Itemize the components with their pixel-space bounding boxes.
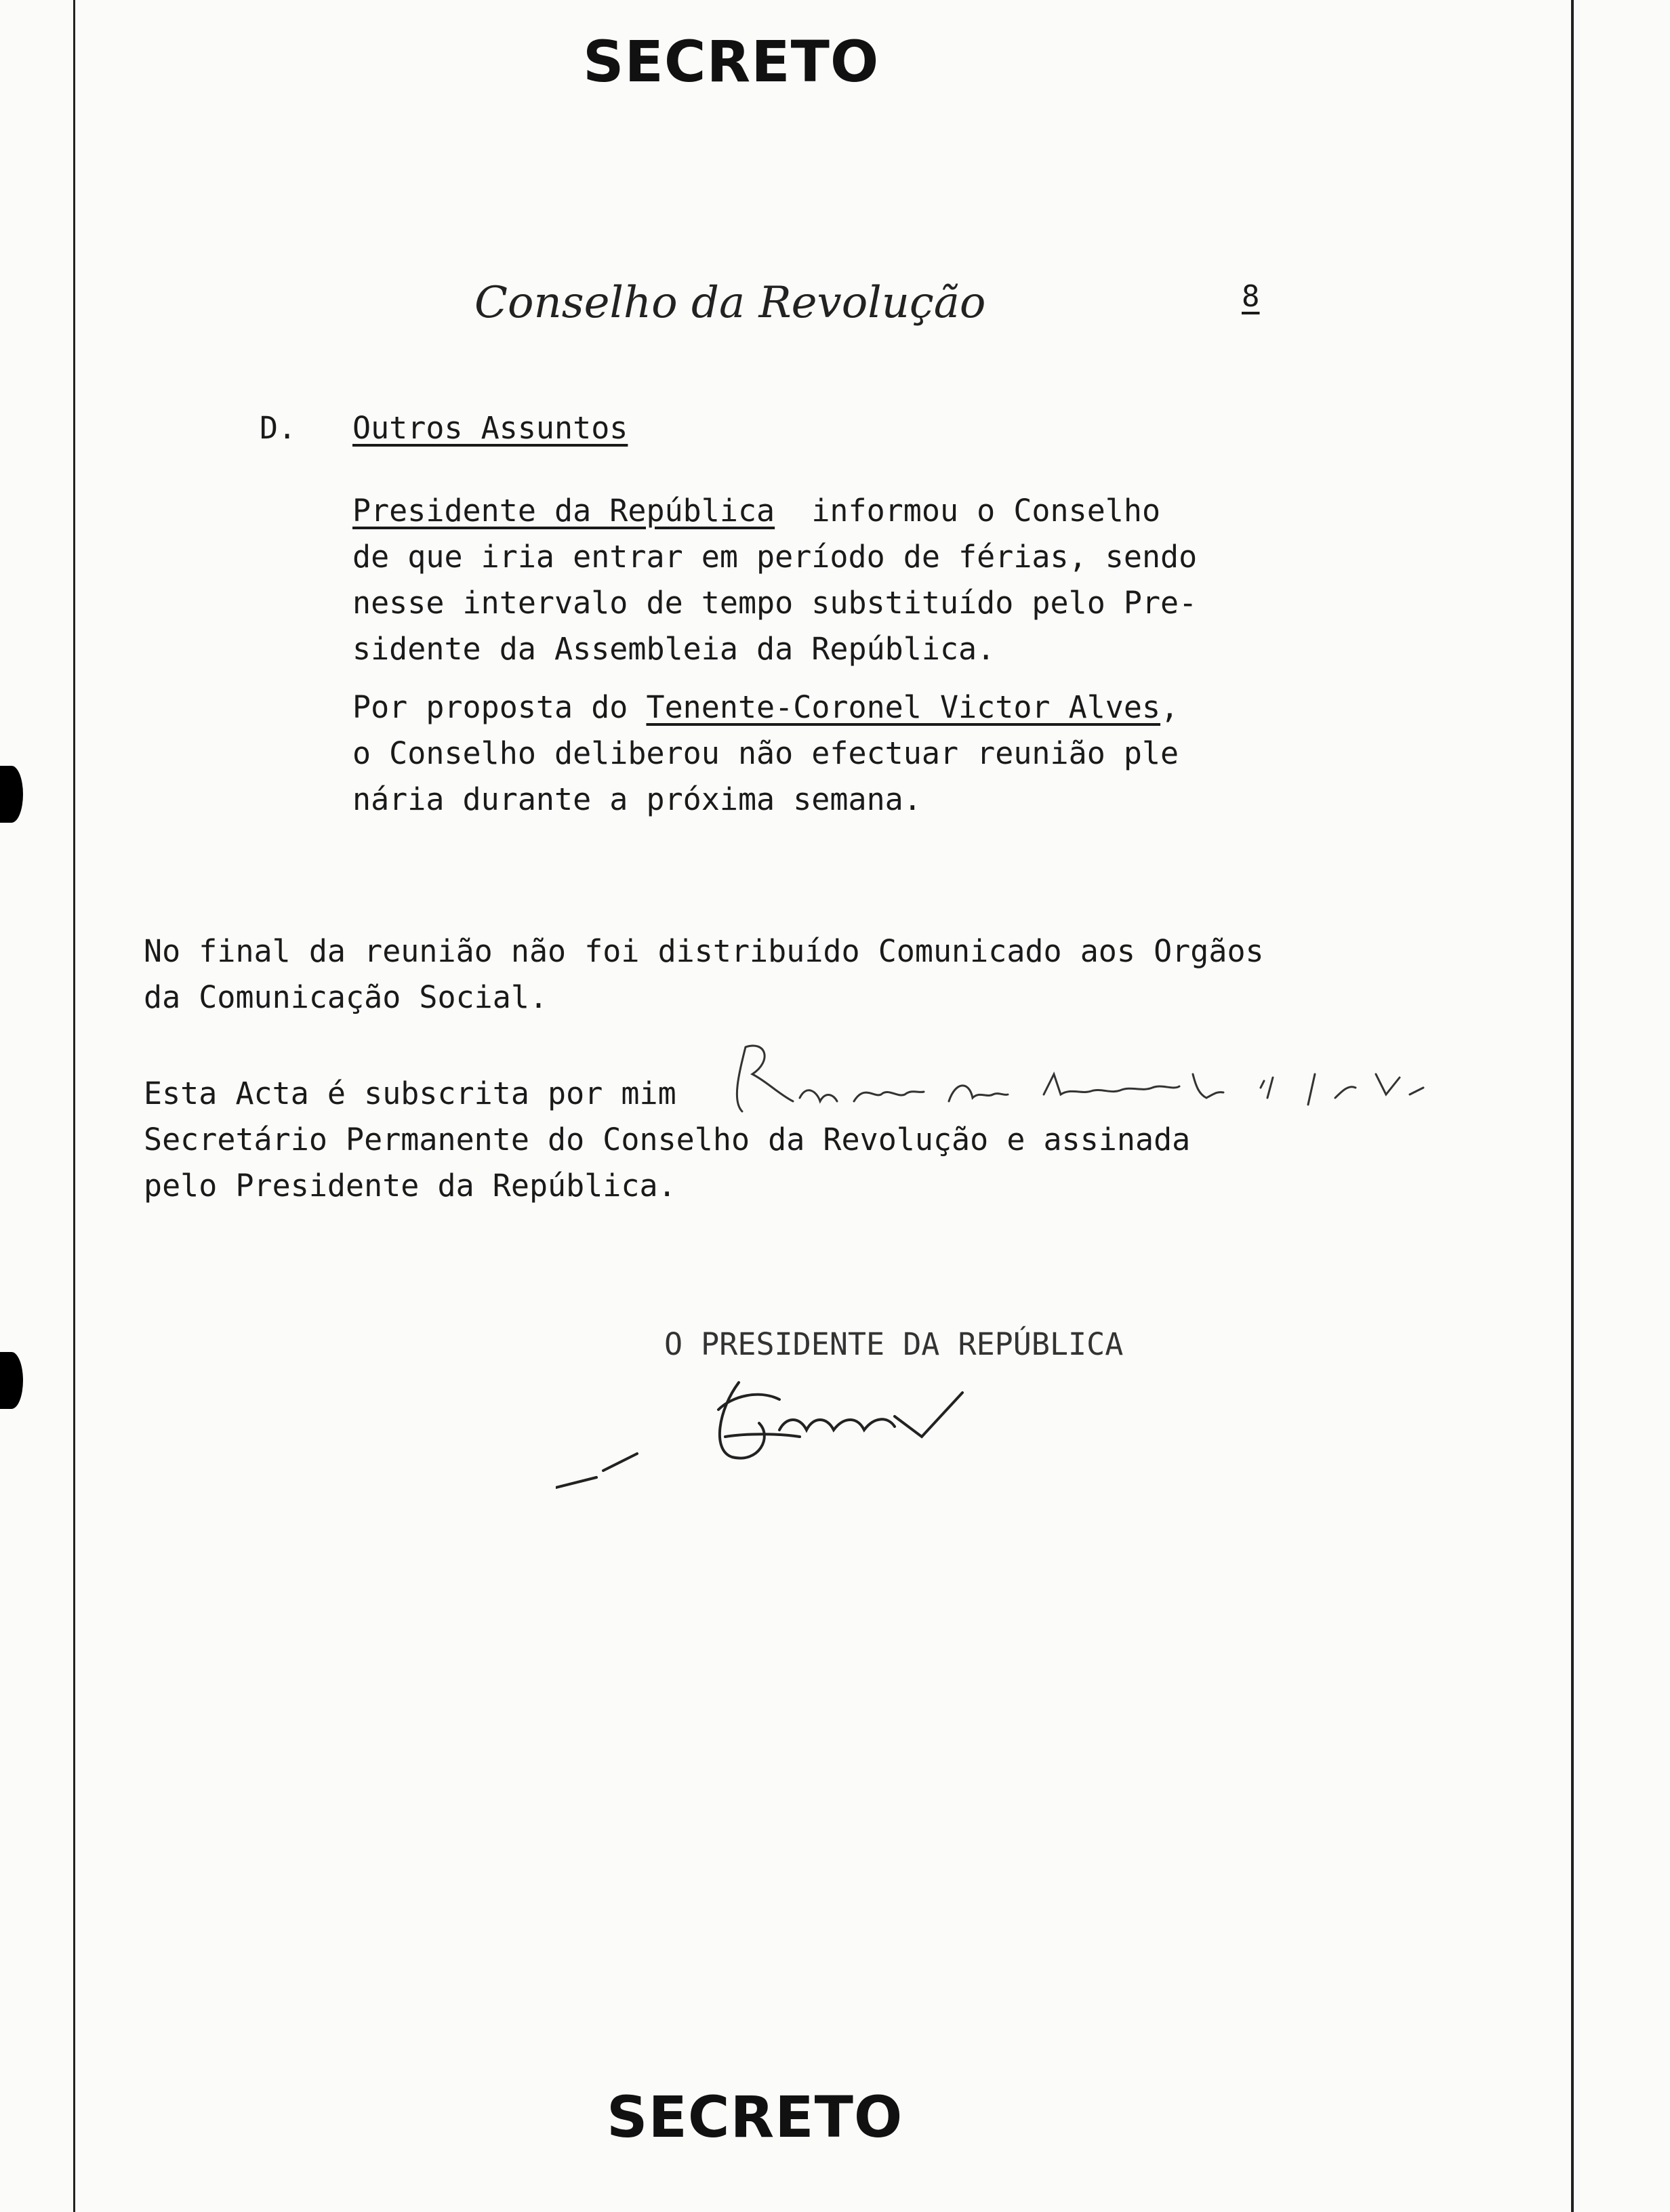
paragraph-1-line-4: sidente da Assembleia da República. (352, 631, 996, 667)
paragraph-2-line-3: nária durante a próxima semana. (352, 781, 922, 817)
subject-president: Presidente da República (352, 493, 775, 529)
binder-hole-bottom (0, 1352, 23, 1409)
closing-line-1: No final da reunião não foi distribuído Comunicado aos Orgãos (144, 933, 1264, 969)
president-signature (556, 1369, 1098, 1504)
section-title: Outros Assuntos (352, 410, 628, 446)
right-margin-line (1571, 0, 1574, 2212)
secretary-signature (725, 1033, 1457, 1122)
page-number: 8 (1242, 279, 1260, 314)
closing-line-2: da Comunicação Social. (144, 979, 548, 1015)
paragraph-1-line-2: de que iria entrar em período de férias, sendo (352, 539, 1198, 575)
closing-paragraph (144, 928, 1264, 1021)
binder-hole-top (0, 766, 23, 823)
section-label: D. (260, 410, 297, 446)
paragraph-2-line-2: o Conselho deliberou não efectuar reunião ple (352, 735, 1179, 771)
classification-stamp-top: SECRETO (583, 28, 880, 95)
paragraph-1-line-1: Presidente da República informou o Conselho (352, 493, 1161, 529)
paragraph-1 (352, 488, 1197, 672)
paragraph-2-line-1: Por proposta do Tenente-Coronel Victor Alves, (352, 689, 1179, 725)
attestation-line-3: pelo Presidente da República. (144, 1168, 676, 1204)
proposer-name: Tenente-Coronel Victor Alves (646, 689, 1161, 725)
left-margin-line (73, 0, 75, 2212)
paragraph-1-line-3: nesse intervalo de tempo substituído pelo Pre- (352, 585, 1198, 621)
attestation-line-2: Secretário Permanente do Conselho da Revolução e assinada (144, 1122, 1191, 1158)
attestation-line-1: Esta Acta é subscrita por mim (144, 1076, 676, 1111)
paragraph-2 (352, 684, 1179, 823)
classification-stamp-bottom: SECRETO (607, 2084, 903, 2150)
letterhead-title: Conselho da Revolução (474, 278, 986, 328)
signature-block-title: O PRESIDENTE DA REPÚBLICA (664, 1326, 1124, 1362)
